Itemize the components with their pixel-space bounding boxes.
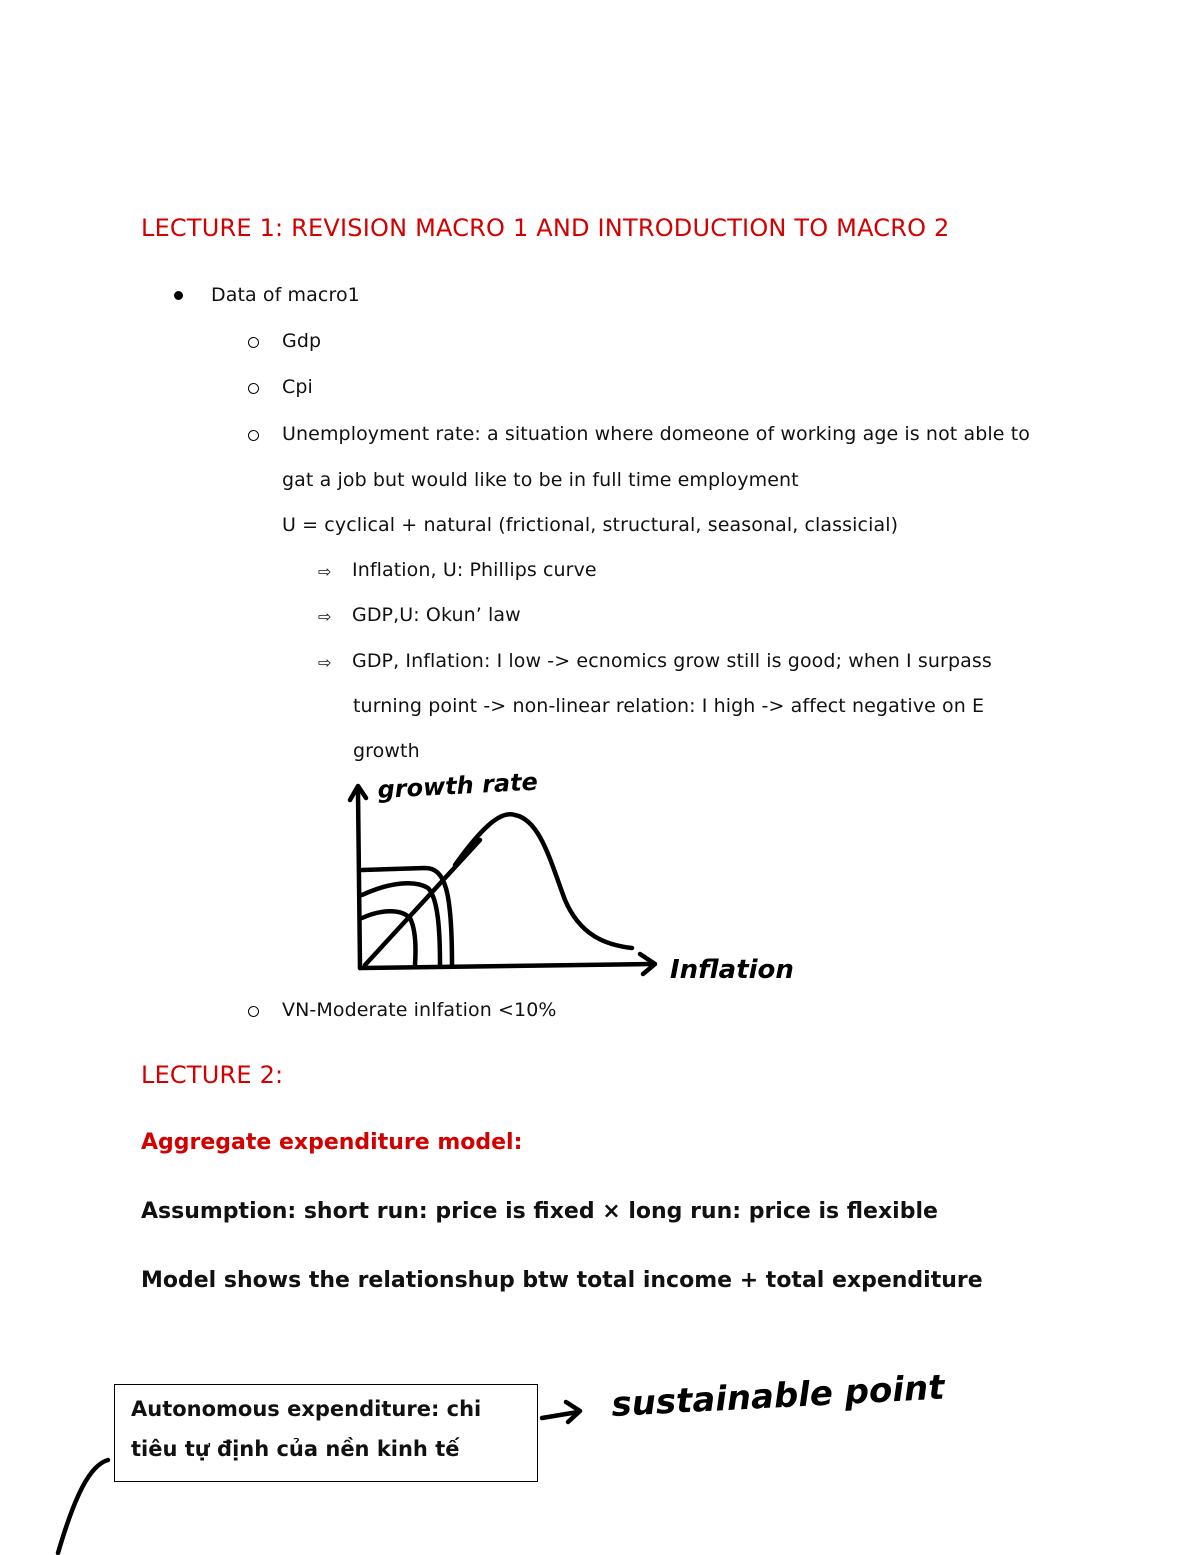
sketch-x-axis (360, 964, 650, 968)
handwritten-note (608, 1367, 948, 1430)
sketch-y-label: growth rate (376, 767, 539, 804)
arrow-item-gdp-inflation-line2: turning point -> non-linear relation: I high -> affect negative on E (353, 695, 985, 717)
assumption-line: Assumption: short run: price is fixed × long run: price is flexible (141, 1199, 938, 1224)
circle-bullet-icon (248, 337, 259, 348)
circle-bullet-icon (248, 430, 259, 441)
sketch-x-label: Inflation (670, 955, 794, 985)
sub-item-gdp: Gdp (282, 330, 322, 352)
autonomous-expenditure-callout (114, 1384, 538, 1482)
sketch-y-axis (358, 792, 360, 968)
sub-item-vn-inflation: VN-Moderate inlfation <10% (282, 999, 557, 1021)
arrow-bullet-icon: ⇨ (318, 607, 332, 626)
handwritten-arrow-icon (538, 1398, 598, 1428)
arrow-bullet-icon: ⇨ (318, 562, 332, 581)
callout-line1: Autonomous expenditure: chi (131, 1397, 482, 1421)
sketch-bell-curve (455, 814, 632, 948)
callout-line2: tiêu tự định của nền kinh tế (131, 1437, 460, 1461)
unemployment-formula: U = cyclical + natural (frictional, structural, seasonal, classicial) (282, 514, 899, 536)
arrow-bullet-icon: ⇨ (318, 653, 332, 672)
lecture-1-heading: LECTURE 1: REVISION MACRO 1 AND INTRODUCTION TO MACRO 2 (141, 214, 950, 242)
handdrawn-inflation-growth-sketch (340, 767, 840, 1000)
model-description-line: Model shows the relationshup btw total income + total expenditure (141, 1268, 983, 1293)
circle-bullet-icon (248, 1006, 259, 1017)
sub-item-unemployment-line1: Unemployment rate: a situation where domeone of working age is not able to (282, 423, 1030, 445)
bullet-dot-icon (174, 291, 183, 300)
arrow-item-gdp-inflation: GDP, Inflation: I low -> ecnomics grow still is good; when I surpass (352, 650, 992, 672)
sketch-diagonal-line (365, 840, 480, 965)
arrow-item-phillips: Inflation, U: Phillips curve (352, 559, 597, 581)
arrow-item-gdp-inflation-line3: growth (353, 740, 420, 762)
handwritten-note-text: sustainable point (610, 1367, 946, 1425)
bullet-data-of-macro1: Data of macro1 (211, 284, 360, 306)
circle-bullet-icon (248, 383, 259, 394)
aggregate-expenditure-heading: Aggregate expenditure model: (141, 1130, 523, 1155)
sub-item-cpi: Cpi (282, 376, 313, 398)
arrow-item-okun: GDP,U: Okun’ law (352, 604, 521, 626)
lecture-2-heading: LECTURE 2: (141, 1061, 284, 1089)
handwritten-curve-stroke (50, 1455, 130, 1555)
sub-item-unemployment-line2: gat a job but would like to be in full time employment (282, 469, 799, 491)
